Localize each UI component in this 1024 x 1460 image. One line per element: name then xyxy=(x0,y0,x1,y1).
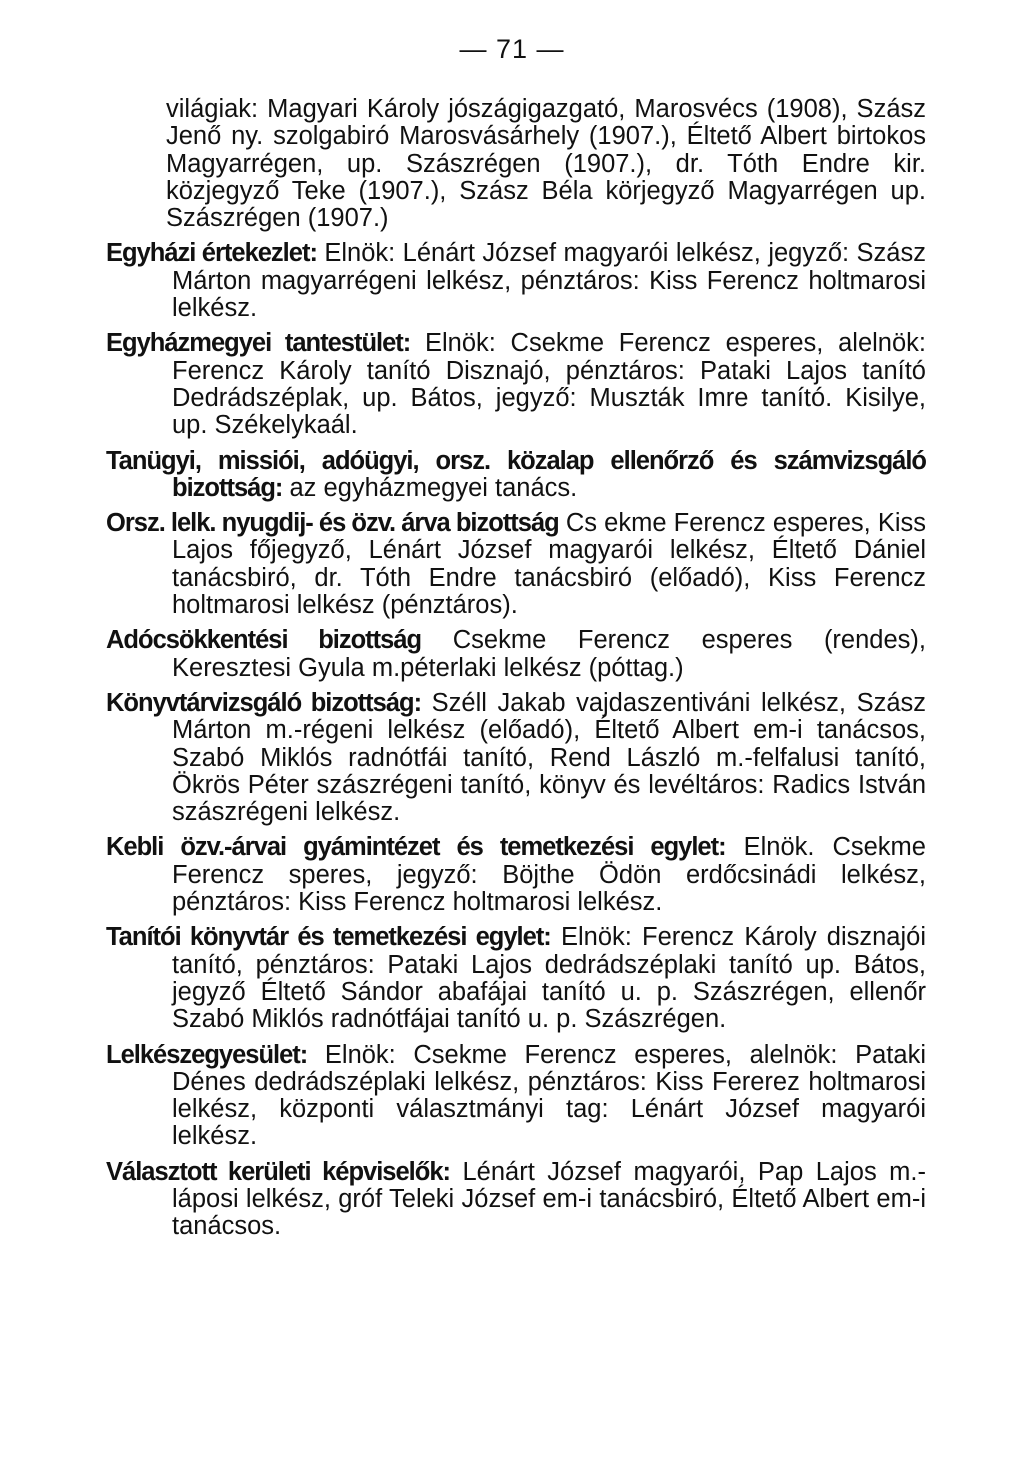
entry-heading: Adócsökkentési bizottság xyxy=(106,626,422,655)
entry-heading: Egyházi értekezlet: xyxy=(106,239,317,268)
entry-text: Lénárt József magyarói, Pap Lajos m.-láposi lelkész, gróf Teleki József em-i tanácsbiró, Éltető Albert em-i tanácsos. xyxy=(172,1157,926,1241)
entry-text: Széll Jakab vajdaszentiváni lelkész, Szász Márton m.-régeni lelkész (előadó), Éltető Albert em-i tanácsos, Szabó Miklós radnótfái tanító, Rend László m.-felfalusi tanító, Ökrös Péter szászrégeni tanító, könyv és levéltáros: Radics István szászrégeni lelkész. xyxy=(172,688,927,827)
entry-text: az egyházmegyei tanács. xyxy=(289,473,578,502)
entry-heading: Orsz. lelk. nyugdij- és özv. árva bizottság xyxy=(106,509,559,538)
entry-lelkeszegyesulet xyxy=(106,1042,926,1151)
entry-heading: Lelkészegyesület: xyxy=(106,1040,308,1069)
entry-konyvtarvizsgalo-bizottsag xyxy=(106,690,926,826)
entry-text: Csekme Ferencz esperes (rendes), Keresztesi Gyula m.péterlaki lelkész (póttag.) xyxy=(172,626,926,682)
entry-tanitoi-konyvtar xyxy=(106,924,926,1033)
entry-text: Elnök: Csekme Ferencz esperes, alelnök: Pataki Dénes dedrádszéplaki lelkész, pénztáros: Kiss Fererez holtmarosi lelkész, központi választmányi tag: Lénárt József magyarói lelkész. xyxy=(172,1040,926,1151)
entry-heading: Kebli özv.-árvai gyámintézet és temetkezési egylet: xyxy=(106,833,726,862)
document-body xyxy=(106,96,926,1249)
entry-adocsokkentesi-bizottsag xyxy=(106,627,926,682)
entry-text: Elnök: Lénárt József magyarói lelkész, jegyző: Szász Márton magyarrégeni lelkész, pénztáros: Kiss Ferencz holtmarosi lelkész. xyxy=(172,239,926,323)
entry-text: Elnök: Ferencz Károly disznajói tanító, pénztáros: Pataki Lajos dedrádszéplaki tanító up. Bátos, jegyző Éltető Sándor abafájai tanító u. p. Szászrégen, ellenőr Szabó Miklós radnótfájai tanító u. p. Szászrégen. xyxy=(172,923,927,1034)
entry-heading: Tanítói könyvtár és temetkezési egylet: xyxy=(106,923,551,952)
entry-text: Elnök. Csekme Ferencz speres, jegyző: Böjthe Ödön erdőcsinádi lelkész, pénztáros: Kiss Ferencz holtmarosi lelkész. xyxy=(172,833,926,917)
entry-nyugdij-bizottsag xyxy=(106,510,926,619)
entry-heading: Könyvtárvizsgáló bizottság: xyxy=(106,688,422,717)
entry-continuation xyxy=(106,96,926,232)
entry-gyamintezet-egylet xyxy=(106,834,926,916)
entry-egyhazmegyei-tantestulet xyxy=(106,330,926,439)
entry-tanugyi-bizottsag xyxy=(106,448,926,503)
entry-heading: Tanügyi, missiói, adóügyi, orsz. közalap ellenőrző és számvizsgáló bizottság: xyxy=(106,446,926,502)
entry-heading: Választott kerületi képviselők: xyxy=(106,1157,451,1186)
entry-heading: Egyházmegyei tantestület: xyxy=(106,329,411,358)
entry-kepviselok xyxy=(106,1159,926,1241)
entry-text: világiak: Magyari Károly jószágigazgató, Marosvécs (1908), Szász Jenő ny. szolgabiró Marosvásárhely (1907.), Éltető Albert birtokos Magyarrégen, up. Szászrégen (1907.), dr. Tóth Endre kir. közjegyző Teke (1907.), Szász Béla körjegyző Magyarrégen up. Szászrégen (1907.) xyxy=(166,95,926,233)
page-number: — 71 — xyxy=(459,34,565,64)
entry-egyhazi-ertekezlet xyxy=(106,240,926,322)
entry-text: Elnök: Csekme Ferencz esperes, alelnök: Ferencz Károly tanító Disznajó, pénztáros: Pataki Lajos tanító Dedrádszéplak, up. Bátos, jegyző: Muszták Imre tanító. Kisilye, up. Székelykaál. xyxy=(172,329,926,440)
entry-text: Cs ekme Ferencz esperes, Kiss Lajos főjegyző, Lénárt József magyarói lelkész, Éltető Dániel tanácsbiró, dr. Tóth Endre tanácsbiró (előadó), Kiss Ferencz holtmarosi lelkész (pénztáros). xyxy=(172,509,927,620)
